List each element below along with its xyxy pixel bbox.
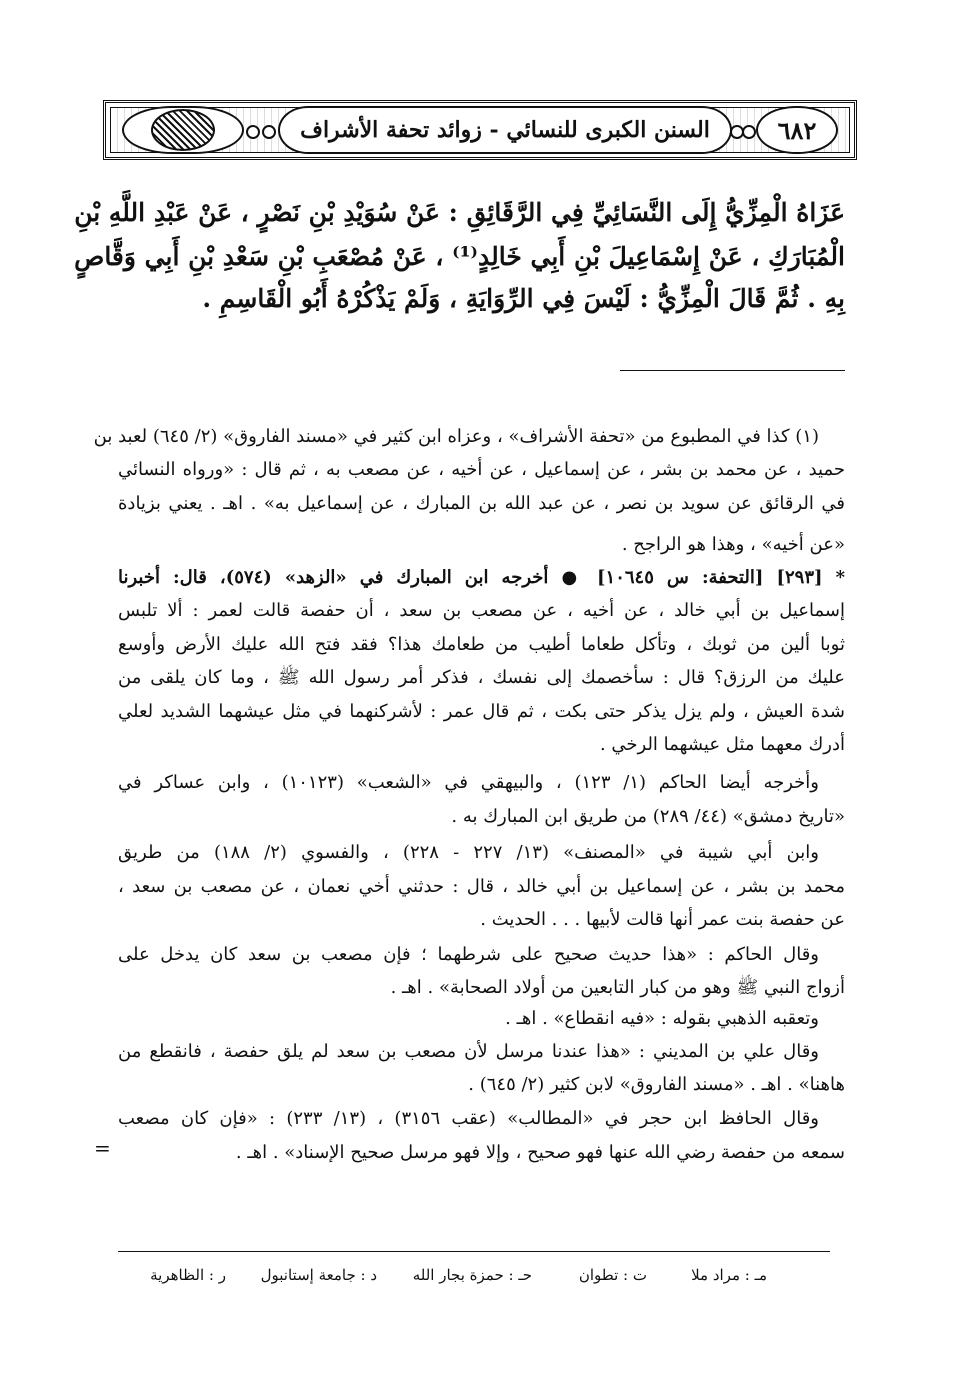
footnote-line: «تاريخ دمشق» (٤٤/ ٢٨٩) من طريق ابن المبارك به . <box>451 806 845 827</box>
manuscript-siglum: د : جامعة إستانبول <box>260 1266 377 1284</box>
footnote-line: (١) كذا في المطبوع من «تحفة الأشراف» ، وعزاه ابن كثير في «مسند الفاروق» (٢/ ٦٤٥) لعبد بن <box>93 426 819 447</box>
ornament-dot <box>742 125 756 139</box>
footnote-line: عن حفصة بنت عمر أنها قالت لأبيها . . . الحديث . <box>480 909 845 930</box>
main-text-line: بِهِ . ثُمَّ قَالَ الْمِزِّيُّ : لَيْسَ فِي الرِّوَايَةِ ، وَلَمْ يَذْكُرْهُ أَبُو الْقَاسِمِ . <box>202 284 845 313</box>
manuscript-siglum: حـ : حمزة بجار الله <box>412 1266 532 1284</box>
book-logo <box>122 106 244 154</box>
footnote-line: إسماعيل بن أبي خالد ، عن أخيه ، عن مصعب بن سعد ، أن حفصة قالت لعمر : ألا تلبس <box>118 600 845 621</box>
manuscript-siglum: ت : تطوان <box>578 1266 647 1284</box>
footnote-line: شدة العيش ، ولم يزل يذكر حتى بكت ، ثم قال عمر : لأشركنهما في مثل عيشهما الشديد لعلي <box>118 701 846 722</box>
footnote-line: «عن أخيه» ، وهذا هو الراجح . <box>621 534 845 555</box>
footnote-line: هاهنا» . اهـ . «مسند الفاروق» لابن كثير (٢/ ٦٤٥) . <box>468 1074 845 1095</box>
main-text-line: الْمُبَارَكِ ، عَنْ إِسْمَاعِيلَ بْنِ أَبِي خَالِدٍ⁽¹⁾ ، عَنْ مُصْعَبِ بْنِ سَعْدِ بْنِ أَبِي وَقَّاصٍ <box>74 242 845 271</box>
footnote-line: حميد ، عن محمد بن بشر ، عن إسماعيل ، عن أخيه ، عن مصعب به ، ثم قال : «ورواه النسائي <box>118 459 845 480</box>
footnote-line: سمعه من حفصة رضي الله عنها فهو صحيح ، وإلا فهو مرسل صحيح الإسناد» . اهـ . <box>235 1142 845 1163</box>
footnote-line: أدرك معهما مثل عيشهما الرخي . <box>599 734 845 755</box>
continuation-mark: = <box>94 1136 111 1160</box>
footnote-separator <box>620 370 845 371</box>
ornament-dot <box>262 125 276 139</box>
footnote-line: وقال علي بن المديني : «هذا عندنا مرسل لأن مصعب بن سعد لم يلق حفصة ، فانقطع من <box>118 1041 819 1062</box>
footnote-line: محمد بن بشر ، عن إسماعيل بن أبي خالد ، قال : حدثني أخي نعمان ، عن مصعب بن سعد ، <box>118 876 845 897</box>
footnote-line: في الرقائق عن سويد بن نصر ، عن عبد الله بن المبارك ، عن إسماعيل به» . اهـ . يعني بزيادة <box>118 493 845 514</box>
ornament-dot <box>246 125 260 139</box>
footnote-line: ثوبا ألين من ثوبك ، وتأكل طعاما أطيب من طعامك هذا؟ فقد فتح الله عليك الأرض وأوسع <box>118 634 845 655</box>
footnote-line: وأخرجه أيضا الحاكم (١/ ١٢٣) ، والبيهقي في «الشعب» (١٠١٢٣) ، وابن عساكر في <box>118 772 819 793</box>
logo-emblem-icon <box>151 109 215 151</box>
footnote-line: وتعقبه الذهبي بقوله : «فيه انقطاع» . اهـ . <box>505 1008 819 1029</box>
footnote-line: وقال الحافظ ابن حجر في «المطالب» (عقب ٣١٥٦) ، (١٣/ ٢٣٣) : «فإن كان مصعب <box>118 1108 819 1129</box>
footnote-line: وقال الحاكم : «هذا حديث صحيح على شرطهما ؛ فإن مصعب بن سعد كان يدخل على <box>118 944 819 965</box>
footnote-line: أزواج النبي ﷺ وهو من كبار التابعين من أولاد الصحابة» . اهـ . <box>390 977 845 998</box>
manuscript-siglum: ر : الظاهرية <box>150 1266 226 1284</box>
footnote-line: وابن أبي شيبة في «المصنف» (١٣/ ٢٢٧ - ٢٢٨) ، والفسوي (٢/ ١٨٨) من طريق <box>118 842 819 863</box>
ornament-dot <box>730 125 744 139</box>
page-number: ٦٨٢ <box>777 115 817 145</box>
manuscript-siglum: مـ : مراد ملا <box>691 1266 767 1284</box>
main-text-line: عَزَاهُ الْمِزِّيُّ إِلَى النَّسَائِيِّ فِي الرَّقَائِقِ : عَنْ سُوَيْدِ بْنِ نَصْرٍ ، عَنْ عَبْدِ اللَّهِ بْنِ <box>74 198 845 227</box>
footnote-line: عليك من الرزق؟ قال : سأخصمك إلى نفسك ، فذكر أمر رسول الله ﷺ ، وما كان يلقى من <box>118 667 845 688</box>
running-title: السنن الكبرى للنسائي - زوائد تحفة الأشراف <box>300 117 710 143</box>
sigla-separator <box>118 1251 830 1252</box>
hadith-reference-line: * [٢٩٣] [التحفة: س ١٠٦٤٥] ● أخرجه ابن المبارك في «الزهد» (٥٧٤)، قال: أخبرنا <box>118 567 845 588</box>
page-header <box>103 100 857 160</box>
